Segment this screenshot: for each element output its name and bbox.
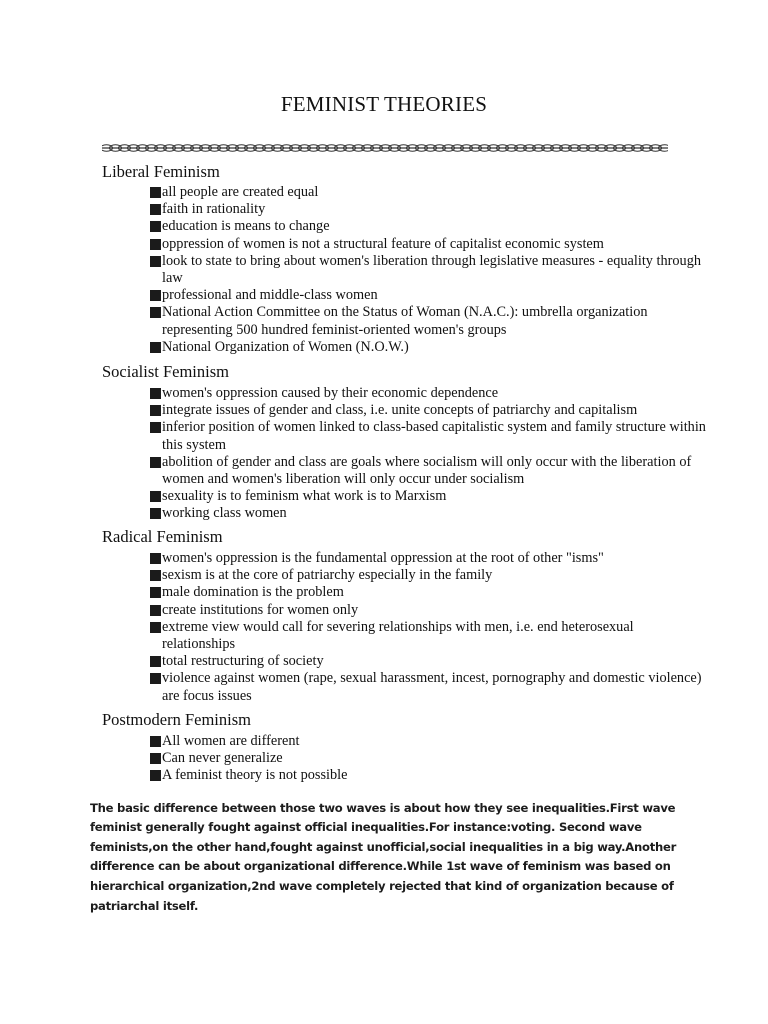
- square-bullet-icon: [150, 491, 161, 502]
- square-bullet-icon: [150, 605, 161, 616]
- list-item: abolition of gender and class are goals where socialism will only occur with the liberation of women and women's liberation will only occur under socialism: [148, 454, 708, 488]
- square-bullet-icon: [150, 673, 161, 684]
- list-item: women's oppression caused by their economic dependence: [148, 385, 708, 402]
- list-item: sexuality is to feminism what work is to Marxism: [148, 488, 708, 505]
- square-bullet-icon: [150, 770, 161, 781]
- wave-comparison-paragraph: The basic difference between those two waves is about how they see inequalities.First wave feminist generally fought against official inequalities.For instance:voting. Second wave feminists,on the other hand,fought against unofficial,social inequalities in a big way.Another difference can be about organizational difference.While 1st wave of feminism was based on hierarchical organization,2nd wave completely rejected that kind of organization because of patriarchal itself.: [90, 800, 677, 913]
- ornamental-divider: [102, 140, 668, 156]
- list-item: All women are different: [148, 733, 708, 750]
- square-bullet-icon: [150, 204, 161, 215]
- list-item: women's oppression is the fundamental oppression at the root of other "isms": [148, 550, 708, 567]
- list-item: extreme view would call for severing relationships with men, i.e. end heterosexual relationships: [148, 619, 708, 653]
- square-bullet-icon: [150, 187, 161, 198]
- list-item: inferior position of women linked to class-based capitalistic system and family structure within this system: [148, 419, 708, 453]
- document-title: FEMINIST THEORIES: [280, 92, 488, 116]
- list-item: professional and middle-class women: [148, 287, 708, 304]
- section-heading-socialist: Socialist Feminism: [102, 362, 229, 381]
- square-bullet-icon: [150, 221, 161, 232]
- list-item: oppression of women is not a structural feature of capitalist economic system: [148, 236, 708, 253]
- section-heading-radical: Radical Feminism: [102, 527, 223, 546]
- list-item: male domination is the problem: [148, 584, 708, 601]
- socialist-feminism-list: [148, 385, 708, 523]
- list-item: look to state to bring about women's liberation through legislative measures - equality through law: [148, 253, 708, 287]
- square-bullet-icon: [150, 570, 161, 581]
- list-item: A feminist theory is not possible: [148, 767, 708, 784]
- square-bullet-icon: [150, 457, 161, 468]
- square-bullet-icon: [150, 753, 161, 764]
- list-item: create institutions for women only: [148, 602, 708, 619]
- square-bullet-icon: [150, 553, 161, 564]
- list-item: all people are created equal: [148, 184, 708, 201]
- list-item: violence against women (rape, sexual harassment, incest, pornography and domestic violence) are focus issues: [148, 670, 708, 704]
- list-item: sexism is at the core of patriarchy especially in the family: [148, 567, 708, 584]
- square-bullet-icon: [150, 239, 161, 250]
- square-bullet-icon: [150, 290, 161, 301]
- square-bullet-icon: [150, 405, 161, 416]
- list-item: Can never generalize: [148, 750, 708, 767]
- square-bullet-icon: [150, 256, 161, 267]
- section-heading-liberal: Liberal Feminism: [102, 162, 220, 181]
- square-bullet-icon: [150, 508, 161, 519]
- list-item: National Organization of Women (N.O.W.): [148, 339, 708, 356]
- list-item: National Action Committee on the Status of Woman (N.A.C.): umbrella organization representing 500 hundred feminist-oriented women's groups: [148, 304, 708, 338]
- square-bullet-icon: [150, 656, 161, 667]
- section-heading-postmodern: Postmodern Feminism: [102, 710, 251, 729]
- square-bullet-icon: [150, 342, 161, 353]
- square-bullet-icon: [150, 587, 161, 598]
- list-item: total restructuring of society: [148, 653, 708, 670]
- radical-feminism-list: [148, 550, 708, 705]
- square-bullet-icon: [150, 388, 161, 399]
- square-bullet-icon: [150, 736, 161, 747]
- square-bullet-icon: [150, 422, 161, 433]
- liberal-feminism-list: [148, 184, 708, 356]
- list-item: faith in rationality: [148, 201, 708, 218]
- square-bullet-icon: [150, 622, 161, 633]
- list-item: education is means to change: [148, 218, 708, 235]
- list-item: working class women: [148, 505, 708, 522]
- list-item: integrate issues of gender and class, i.e. unite concepts of patriarchy and capitalism: [148, 402, 708, 419]
- square-bullet-icon: [150, 307, 161, 318]
- postmodern-feminism-list: [148, 733, 708, 785]
